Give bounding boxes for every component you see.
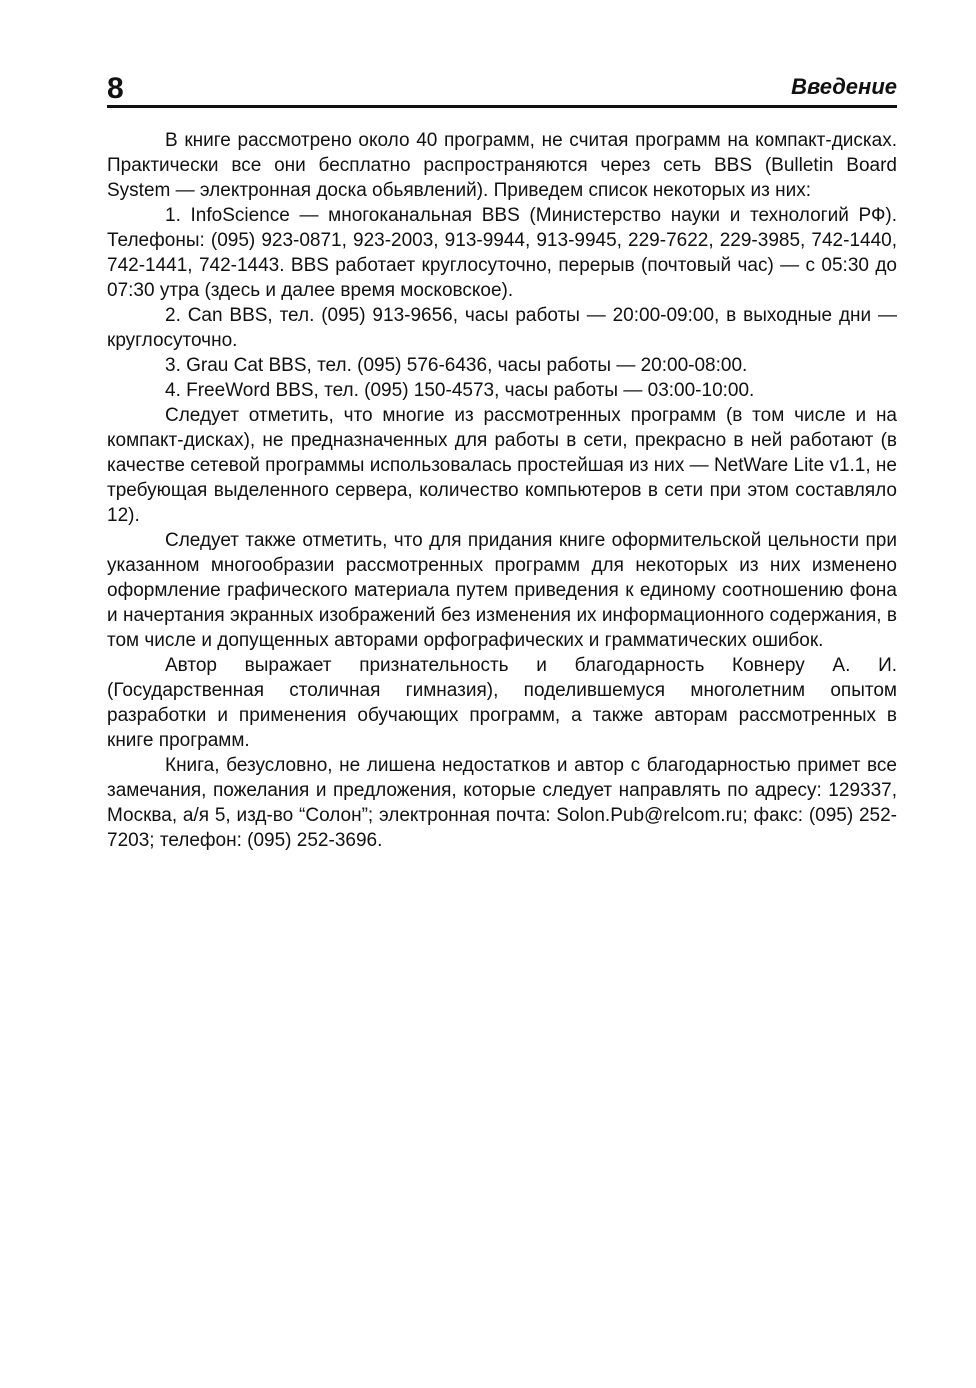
page-number: 8 xyxy=(107,72,124,105)
page-header xyxy=(107,68,897,108)
paragraph-list-item-4: 4. FreeWord BBS, тел. (095) 150-4573, часы работы — 03:00-10:00. xyxy=(165,380,755,401)
paragraph-list-item-1: 1. InfoScience — многоканальная BBS (Министерство науки и технологий РФ). Телефоны: (095) 923-0871, 923-2003, 913-9944, 913-9945, 229-7622, 229-3985, 742-1440, 742-1441, 742-1443. BBS работает круглосуточно, перерыв (почтовый час) — с 05:30 до 07:30 утра (здесь и далее время московское). xyxy=(107,205,897,301)
paragraph-network-note: Следует отметить, что многие из рассмотренных программ (в том числе и на компакт-дисках), не предназначенных для работы в сети, прекрасно в ней работают (в качестве сетевой программы использовалась простейшая из них — NetWare Lite v1.1, не требующая выделенного сервера, количество компьютеров в сети при этом составляло 12). xyxy=(107,405,897,526)
paragraph-list-item-2: 2. Can BBS, тел. (095) 913-9656, часы работы — 20:00-09:00, в выходные дни — круглосуточно. xyxy=(107,305,897,351)
paragraph-contacts: Книга, безусловно, не лишена недостатков и автор с благодарностью примет все замечания, пожелания и предложения, которые следует направлять по адресу: 129337, Москва, а/я 5, изд-во “Солон”; электронная почта: Solon.Pub@relcom.ru; факс: (095) 252-7203; телефон: (095) 252-3696. xyxy=(107,755,897,851)
paragraph-list-item-3: 3. Grau Cat BBS, тел. (095) 576-6436, часы работы — 20:00-08:00. xyxy=(165,355,748,376)
paragraph-intro: В книге рассмотрено около 40 программ, не считая программ на компакт-дисках. Практически все они бесплатно распространяются через сеть BBS (Bulletin Board System — электронная доска обьявлений). Приведем список некоторых из них: xyxy=(107,130,897,201)
book-page xyxy=(107,68,897,853)
paragraph-acknowledgements: Автор выражает признательность и благодарность Ковнеру А. И. (Государственная столичная гимназия), поделившемуся многолетним опытом разработки и применения обучающих программ, а также авторам рассмотренных в книге программ. xyxy=(107,655,897,751)
chapter-title: Введение xyxy=(791,74,897,99)
paragraph-design-note: Следует также отметить, что для придания книге оформительской цельности при указанном многообразии рассмотренных программ для некоторых из них изменено оформление графического материала путем приведения к единому соотношению фона и начертания экранных изображений без изменения их информационного содержания, в том числе и допущенных авторами орфографических и грамматических ошибок. xyxy=(107,530,897,651)
page-body xyxy=(107,128,897,853)
